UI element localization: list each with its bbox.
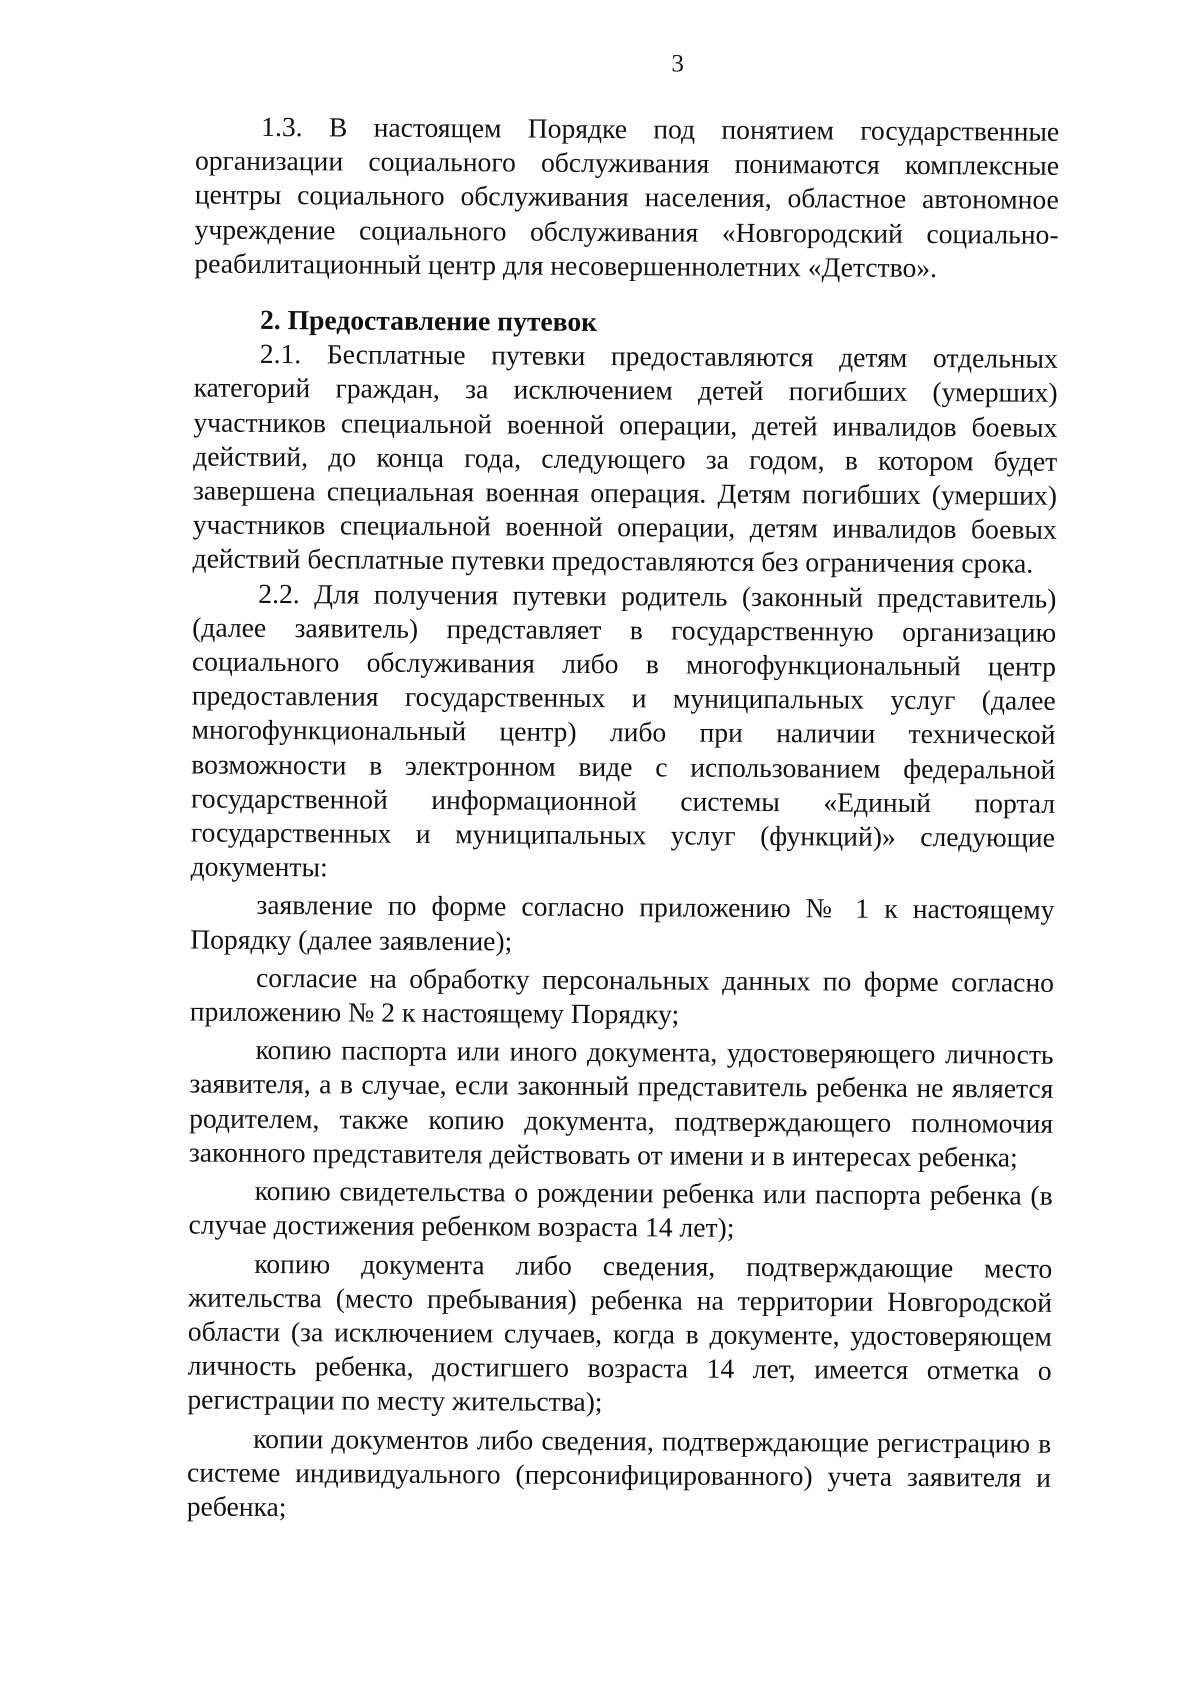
page-number: 3 bbox=[671, 50, 684, 78]
paragraph-2-2: 2.2. Для получения путевки родитель (законный представитель) (далее заявитель) представляет в государственную организацию социального обслуживания либо в многофункциональный центр предоставления государственных и муниципальных услуг (далее многофункциональный центр) либо при наличии технической возможности в электронном виде с использованием федеральной государственной информационной системы «Единый портал государственных и муниципальных услуг (функций)» следующие документы: bbox=[190, 577, 1057, 883]
document-list-item: согласие на обработку персональных данных по форме согласно приложению № 2 к настоящему Порядку; bbox=[189, 961, 1055, 1030]
document-list-item: заявление по форме согласно приложению № 1 к настоящему Порядку (далее заявление); bbox=[190, 889, 1055, 957]
paragraph-2-1: 2.1. Бесплатные путевки предоставляются детям отдельных категорий граждан, за исключением детей погибших (умерших) участников специальной военной операции, детей инвалидов боевых действий, до конца года, следующего за годом, в котором будет завершена специальная военная операция. Детям погибших (умерших) участников специальной военной операции, детям инвалидов боевых действий бесплатные путевки предоставляются без ограничения срока. bbox=[192, 338, 1058, 580]
document-list-item: копию паспорта или иного документа, удостоверяющего личность заявителя, а в случае, если законный представитель ребенка не является родителем, также копию документа, подтверждающего полномочия законного представителя действовать от имени и в интересах ребенка; bbox=[188, 1034, 1054, 1173]
document-body bbox=[187, 110, 1060, 1529]
document-list-item: копии документов либо сведения, подтверждающие регистрацию в системе индивидуального (персонифицированного) учета заявителя и ребенка; bbox=[186, 1422, 1052, 1523]
section-heading-2: 2. Предоставление путевок bbox=[259, 303, 598, 338]
document-list-item: копию документа либо сведения, подтверждающие место жительства (место пребывания) ребенка на территории Новгородской области (за исключением случаев, когда в документе, удостоверяющем личность ребенка, достигшего возраста 14 лет, имеется отметка о регистрации по месту жительства); bbox=[187, 1247, 1053, 1418]
paragraph-1-3: 1.3. В настоящем Порядке под понятием государственные организации социального обслуживания понимаются комплексные центры социального обслуживания населения, областное автономное учреждение социального обслуживания «Новгородский социально-реабилитационный центр для несовершеннолетних «Детство». bbox=[194, 110, 1060, 283]
document-list-item: копию свидетельства о рождении ребенка или паспорта ребенка (в случае достижения ребенком возраста 14 лет); bbox=[188, 1175, 1053, 1244]
